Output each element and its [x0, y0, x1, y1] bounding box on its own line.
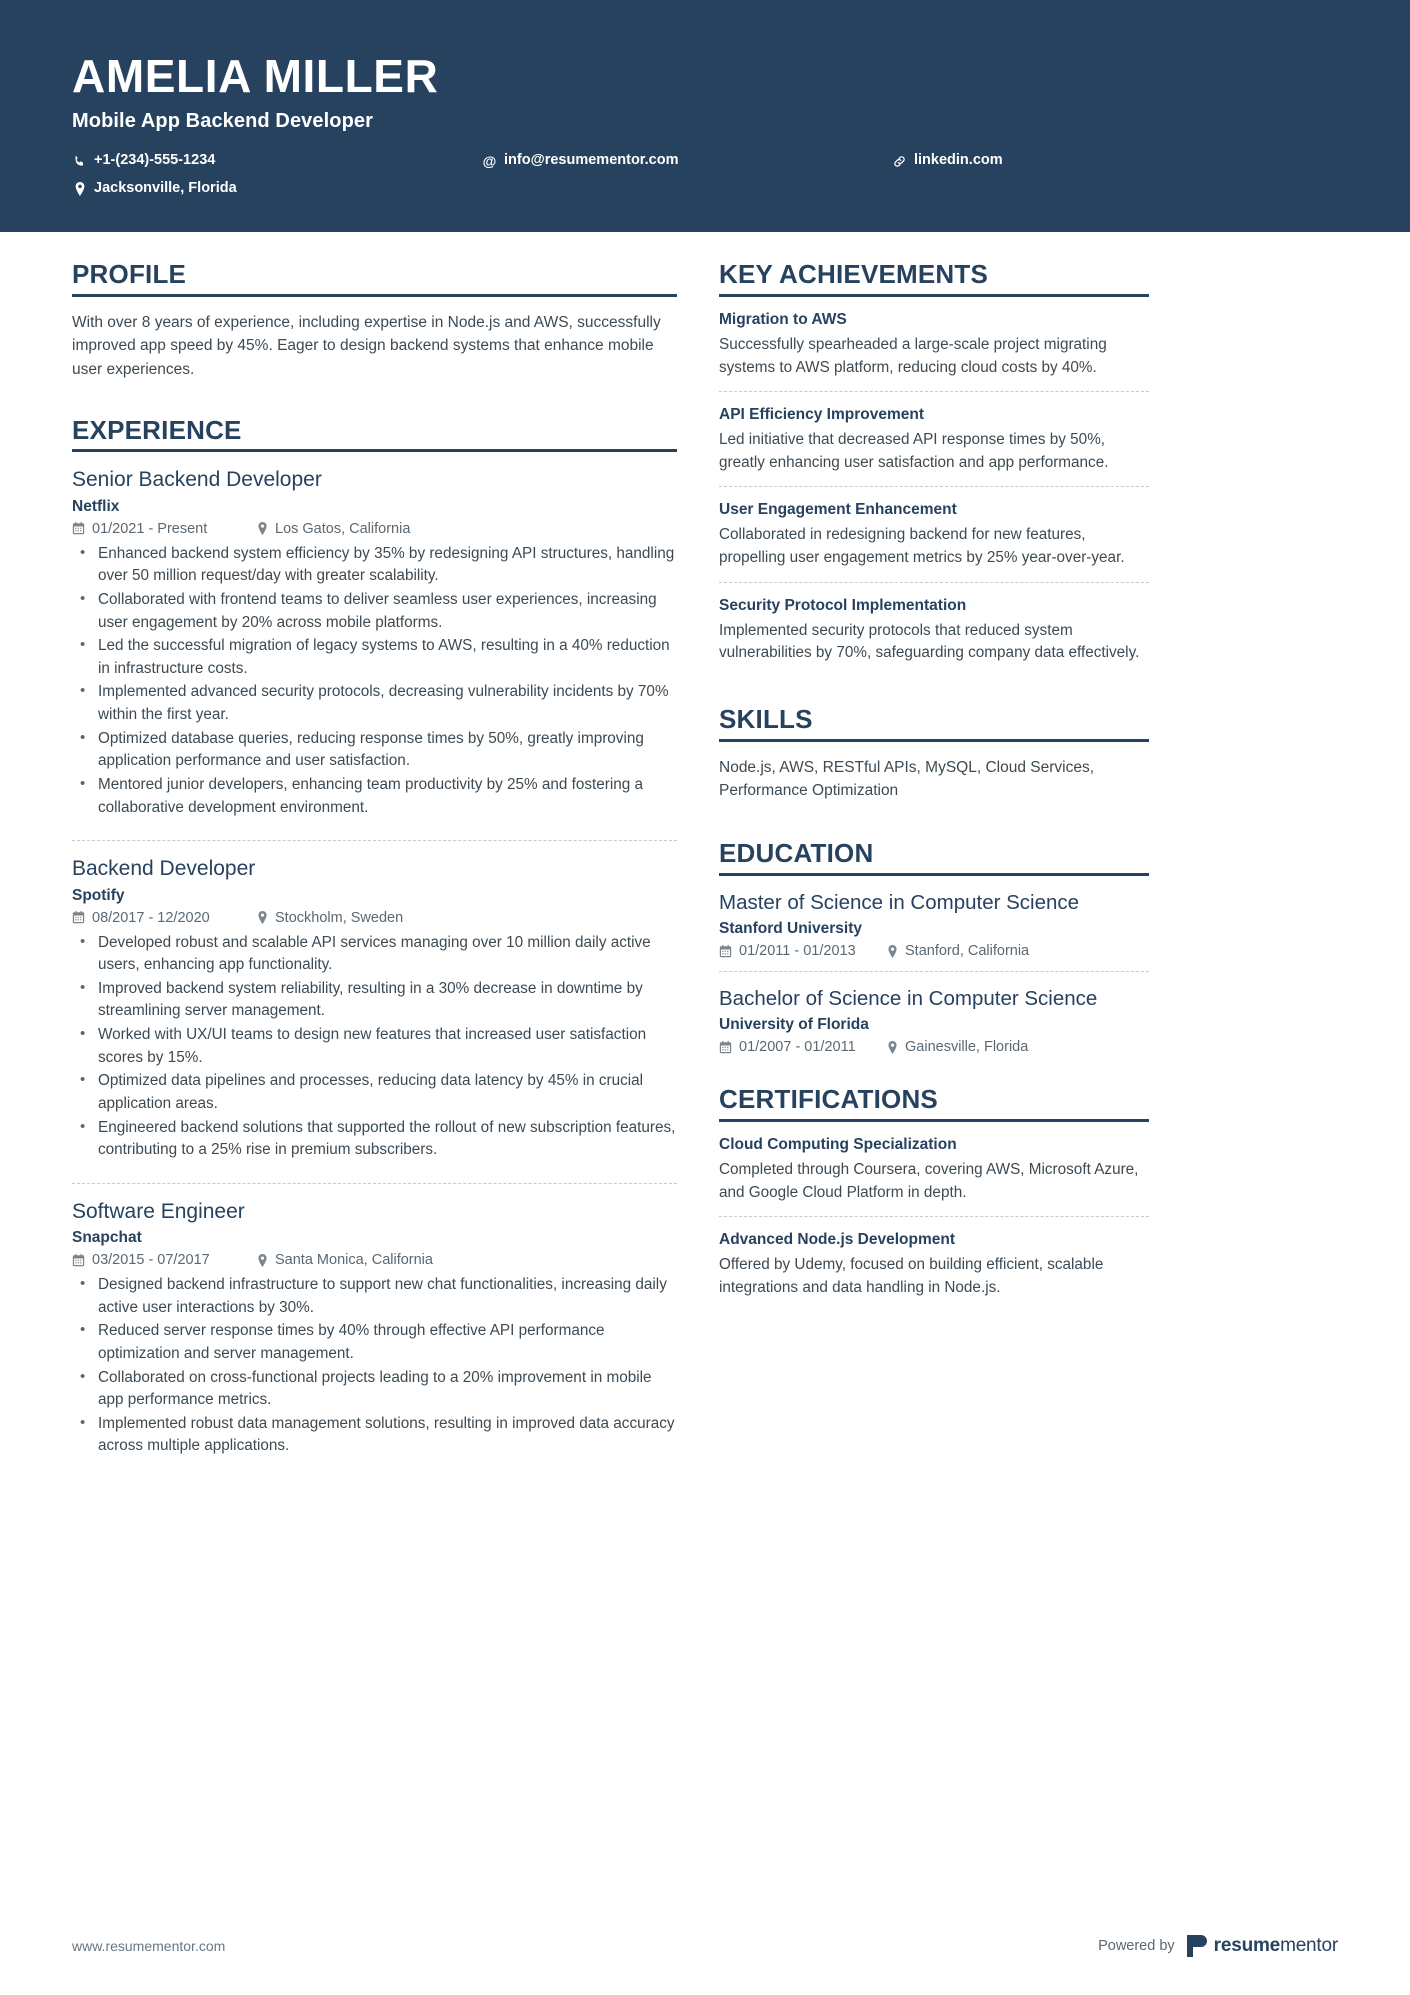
experience-item [72, 855, 677, 1171]
spacer [719, 1059, 1149, 1085]
contact-phone[interactable] [72, 147, 482, 175]
education-item [719, 986, 1149, 1055]
job-location-text: Los Gatos, California [275, 520, 411, 537]
logo-wordmark [1214, 1935, 1338, 1957]
experience-rule [72, 449, 677, 452]
right-column [719, 232, 1149, 1304]
job-bullets [72, 1274, 677, 1458]
section-skills [719, 705, 1149, 803]
logo-word-mentor: mentor [1280, 1935, 1338, 1956]
bullet: • Worked with UX/UI teams to design new features that increased user satisfaction scores by 15%. [72, 1024, 677, 1069]
contact-linkedin[interactable] [892, 147, 1192, 175]
education-rule [719, 873, 1149, 876]
job-company: Snapchat [72, 1229, 142, 1247]
divider [719, 391, 1149, 392]
job-meta [72, 910, 677, 926]
skills-heading: SKILLS [719, 703, 813, 734]
section-profile [72, 260, 677, 382]
footer-branding [1098, 1935, 1338, 1957]
contact-phone-text: +1-(234)-555-1234 [94, 152, 216, 169]
certification-desc: Completed through Coursera, covering AWS, Microsoft Azure, and Google Cloud Platform in depth. [719, 1161, 1139, 1201]
calendar-icon [72, 522, 85, 535]
bullet: • Implemented advanced security protocols, decreasing vulnerability incidents by 70% within the first year. [72, 681, 677, 726]
logo-word-resume: resume [1213, 1935, 1281, 1956]
education-location-text: Stanford, California [905, 943, 1030, 959]
calendar-icon [72, 1254, 85, 1267]
achievement-item [719, 406, 1149, 474]
certification-title: Cloud Computing Specialization [719, 1136, 957, 1154]
job-dates [72, 910, 257, 926]
contact-email[interactable] [482, 147, 892, 175]
bullet: • Implemented robust data management solutions, resulting in improved data accuracy across multiple applications. [72, 1413, 677, 1458]
experience-item [72, 466, 677, 828]
bullet: • Collaborated on cross-functional projects leading to a 20% improvement in mobile app performance metrics. [72, 1367, 677, 1412]
divider [72, 840, 677, 841]
footer-url[interactable]: www.resumementor.com [72, 1938, 226, 1954]
certification-desc: Offered by Udemy, focused on building efficient, scalable integrations and data handling in Node.js. [719, 1256, 1104, 1296]
contact-email-text: info@resumementor.com [504, 152, 679, 169]
contact-location-text: Jacksonville, Florida [94, 179, 237, 196]
achievement-item [719, 311, 1149, 379]
certifications-rule [719, 1119, 1149, 1122]
location-icon [257, 911, 268, 924]
job-dates-text: 01/2021 - Present [92, 520, 208, 537]
achievement-title: Migration to AWS [719, 310, 847, 328]
left-column [72, 232, 677, 1471]
calendar-icon [72, 911, 85, 924]
candidate-name: AMELIA MILLER [72, 50, 439, 102]
location-icon [72, 182, 87, 196]
job-dates [72, 1252, 257, 1268]
job-bullets [72, 932, 677, 1162]
education-degree: Master of Science in Computer Science [719, 890, 1080, 914]
section-achievements [719, 260, 1149, 665]
bullet: • Enhanced backend system efficiency by 35% by redesigning API structures, handling over 50 million request/day with greater scalability. [72, 543, 677, 588]
bullet: • Optimized database queries, reducing response times by 50%, greatly improving application performance and user satisfaction. [72, 728, 677, 773]
certifications-heading: CERTIFICATIONS [719, 1084, 938, 1115]
job-bullets [72, 543, 677, 820]
achievement-title: API Efficiency Improvement [719, 406, 925, 424]
education-location [887, 943, 1029, 959]
divider [72, 1183, 677, 1184]
job-location [257, 910, 403, 926]
bullet: • Improved backend system reliability, resulting in a 30% decrease in downtime by streamlining server management. [72, 978, 677, 1023]
divider [719, 582, 1149, 583]
achievement-item [719, 597, 1149, 665]
profile-rule [72, 294, 677, 297]
job-location-text: Stockholm, Sweden [275, 909, 404, 926]
achievement-title: Security Protocol Implementation [719, 596, 967, 614]
certification-title: Advanced Node.js Development [719, 1231, 956, 1249]
bullet: • Mentored junior developers, enhancing team productivity by 25% and fostering a collaborative development environment. [72, 774, 677, 819]
job-dates-text: 03/2015 - 07/2017 [92, 1252, 210, 1269]
candidate-job-title: Mobile App Backend Developer [72, 110, 374, 133]
bullet: • Designed backend infrastructure to support new chat functionalities, increasing daily active user interactions by 30%. [72, 1274, 677, 1319]
job-location [257, 521, 410, 537]
job-company: Spotify [72, 886, 125, 904]
bullet: • Engineered backend solutions that supported the rollout of new subscription features, contributing to a 25% rise in premium subscribers. [72, 1117, 677, 1162]
logo-mark-icon [1187, 1935, 1208, 1957]
job-company: Netflix [72, 497, 120, 515]
achievement-desc: Implemented security protocols that reduced system vulnerabilities by 70%, safeguarding company data effectively. [719, 621, 1140, 662]
skills-rule [719, 739, 1149, 742]
section-experience [72, 416, 677, 1468]
job-meta [72, 521, 677, 537]
contact-location [72, 175, 1338, 203]
profile-text: With over 8 years of experience, including expertise in Node.js and AWS, successfully improved app speed by 45%. Eager to design backend systems that enhance mobile user experiences. [72, 313, 661, 378]
job-dates [72, 521, 257, 537]
education-meta [719, 943, 1149, 959]
bullet: • Optimized data pipelines and processes, reducing data latency by 45% in crucial application areas. [72, 1070, 677, 1115]
experience-item [72, 1198, 677, 1467]
achievements-rule [719, 294, 1149, 297]
job-meta [72, 1252, 677, 1268]
job-location-text: Santa Monica, California [275, 1252, 433, 1269]
achievement-item [719, 501, 1149, 569]
education-location [887, 1039, 1028, 1055]
education-dates [719, 1039, 887, 1055]
profile-heading: PROFILE [72, 259, 187, 289]
location-icon [887, 945, 898, 958]
powered-by-label: Powered by [1098, 1938, 1175, 1954]
education-heading: EDUCATION [719, 837, 874, 868]
certification-item [719, 1136, 1149, 1204]
bullet: • Collaborated with frontend teams to deliver seamless user experiences, increasing user engagement by 20% across mobile platforms. [72, 589, 677, 634]
link-icon [892, 155, 907, 168]
achievement-desc: Successfully spearheaded a large-scale project migrating systems to AWS platform, reducing cloud costs by 40%. [719, 335, 1107, 376]
education-degree: Bachelor of Science in Computer Science [719, 987, 1098, 1010]
job-role: Backend Developer [72, 857, 256, 881]
job-role: Senior Backend Developer [72, 468, 322, 492]
location-icon [257, 522, 268, 535]
resume-header [0, 0, 1410, 232]
education-school: University of Florida [719, 1016, 869, 1034]
divider [719, 971, 1149, 972]
achievement-desc: Led initiative that decreased API response times by 50%, greatly enhancing user satisfaction and app performance. [719, 431, 1109, 471]
achievement-desc: Collaborated in redesigning backend for new features, propelling user engagement metrics by 25% year-over-year. [719, 526, 1125, 567]
divider [719, 486, 1149, 487]
achievement-title: User Engagement Enhancement [719, 501, 957, 519]
location-icon [887, 1041, 898, 1054]
education-meta [719, 1039, 1149, 1055]
divider [719, 1216, 1149, 1217]
resumementor-logo [1187, 1935, 1338, 1957]
certification-item [719, 1231, 1149, 1299]
section-certifications [719, 1085, 1149, 1299]
bullet: • Reduced server response times by 40% through effective API performance optimization and server management. [72, 1320, 677, 1365]
calendar-icon [719, 1041, 732, 1054]
section-education [719, 839, 1149, 1055]
skills-text: Node.js, AWS, RESTful APIs, MySQL, Cloud Services, Performance Optimization [719, 758, 1094, 800]
calendar-icon [719, 945, 732, 958]
education-dates-text: 01/2007 - 01/2011 [739, 1039, 856, 1056]
job-role: Software Engineer [72, 1199, 245, 1223]
contact-row [72, 147, 1338, 202]
phone-icon [72, 155, 87, 168]
education-school: Stanford University [719, 920, 862, 937]
education-location-text: Gainesville, Florida [905, 1039, 1029, 1056]
education-item [719, 890, 1149, 959]
achievements-heading: KEY ACHIEVEMENTS [719, 259, 989, 289]
contact-linkedin-text: linkedin.com [914, 152, 1003, 169]
email-icon: @ [482, 152, 497, 169]
job-location [257, 1252, 433, 1268]
job-dates-text: 08/2017 - 12/2020 [92, 909, 210, 926]
experience-heading: EXPERIENCE [72, 414, 242, 445]
education-dates-text: 01/2011 - 01/2013 [739, 943, 856, 959]
location-icon [257, 1254, 268, 1267]
spacer [719, 669, 1149, 705]
education-dates [719, 943, 887, 959]
resume-footer [0, 1935, 1410, 1995]
bullet: • Developed robust and scalable API services managing over 10 million daily active users, enhancing app functionality. [72, 932, 677, 977]
bullet: • Led the successful migration of legacy systems to AWS, resulting in a 40% reduction in infrastructure costs. [72, 635, 677, 680]
resume-body [0, 232, 1410, 1471]
